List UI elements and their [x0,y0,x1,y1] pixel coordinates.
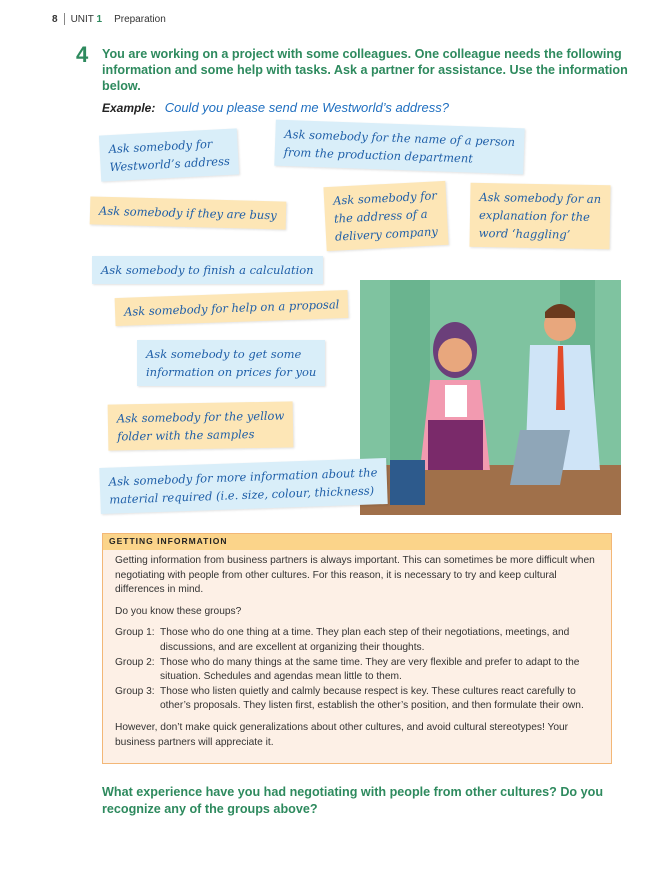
group-label: Group 2: [115,656,155,668]
group-item [115,685,599,714]
note-line: Ask somebody to finish a calculation [101,263,314,277]
example-text: Could you please send me Westworld’s address? [164,100,449,115]
divider [64,13,65,25]
note-line: folder with the samples [117,427,255,444]
note-line: Ask somebody for [332,188,438,208]
note-line: from the production department [283,144,474,166]
page-header [52,13,166,25]
unit-text: UNIT [70,13,94,25]
note-line: delivery company [334,224,439,244]
note-card [469,183,610,249]
note-card [108,401,294,450]
note-line: explanation for the [478,207,591,224]
note-line: Ask somebody for more information about the [108,465,378,489]
info-closing: However, don’t make quick generalizations about other cultures, and avoid cultural stereotypes! Your business partners will appreciate it. [115,721,569,748]
group-text: Those who do one thing at a time. They plan each step of their negotiations, meetings, and discussions, and are excellent at organizing their thoughts. [160,627,570,653]
task-number: 4 [76,42,89,67]
example [102,100,449,116]
note-line: word ‘haggling’ [478,225,571,242]
group-label: Group 3: [115,685,155,697]
group-item [115,656,599,685]
info-intro: Getting information from business partners is always important. This can sometimes be more difficult when negotiating with people from other cultures. For this reason, it is necessary to try and keep cultural differences in mind. [115,555,595,596]
section-title: Preparation [114,13,166,25]
note-line: Ask somebody if they are busy [98,203,277,223]
note-line: Ask somebody for [108,136,213,157]
note-card [92,256,323,284]
task-instruction: You are working on a project with some colleagues. One colleague needs the following information and some help with tasks. Ask a partner for assistance. Use the information below. [102,47,628,93]
group-item [115,626,599,655]
note-line: Ask somebody to get some [146,347,302,361]
info-box-title: GETTING INFORMATION [103,534,611,550]
unit-label [71,14,103,25]
lower-section [102,533,612,818]
office-illustration [360,280,621,515]
note-line: Ask somebody for an [479,189,602,207]
note-line: Westworld’s address [109,153,231,175]
note-line: information on prices for you [146,365,317,379]
discussion-question: What experience have you had negotiating with people from other cultures? Do you recognize any of the groups above? [102,785,604,817]
page-number: 8 [52,13,58,25]
unit-number: 1 [96,13,103,25]
group-text: Those who do many things at the same time. They are very flexible and prefer to adapt to the situation. Schedules and agendas mean little to them. [160,656,580,683]
group-label: Group 1: [115,627,155,639]
example-label: Example: [102,101,156,115]
note-line: Ask somebody for help on a proposal [123,297,340,319]
note-card [115,290,349,326]
info-question: Do you know these groups? [115,605,242,617]
note-card [137,340,325,386]
group-text: Those who listen quietly and calmly because respect is key. These cultures react carefully to other’s proposals. They listen first, establish the other’s position, and then formulate their own. [160,685,584,712]
note-line: material required (i.e. size, colour, thickness) [109,483,375,507]
note-card [99,458,387,514]
note-line: the address of a [333,206,428,226]
note-line: Ask somebody for the name of a person [284,126,516,150]
note-card [323,181,448,251]
note-card [274,120,524,175]
info-box [102,533,612,764]
note-card [99,128,240,181]
note-line: Ask somebody for the yellow [116,408,285,426]
note-card [90,196,286,229]
